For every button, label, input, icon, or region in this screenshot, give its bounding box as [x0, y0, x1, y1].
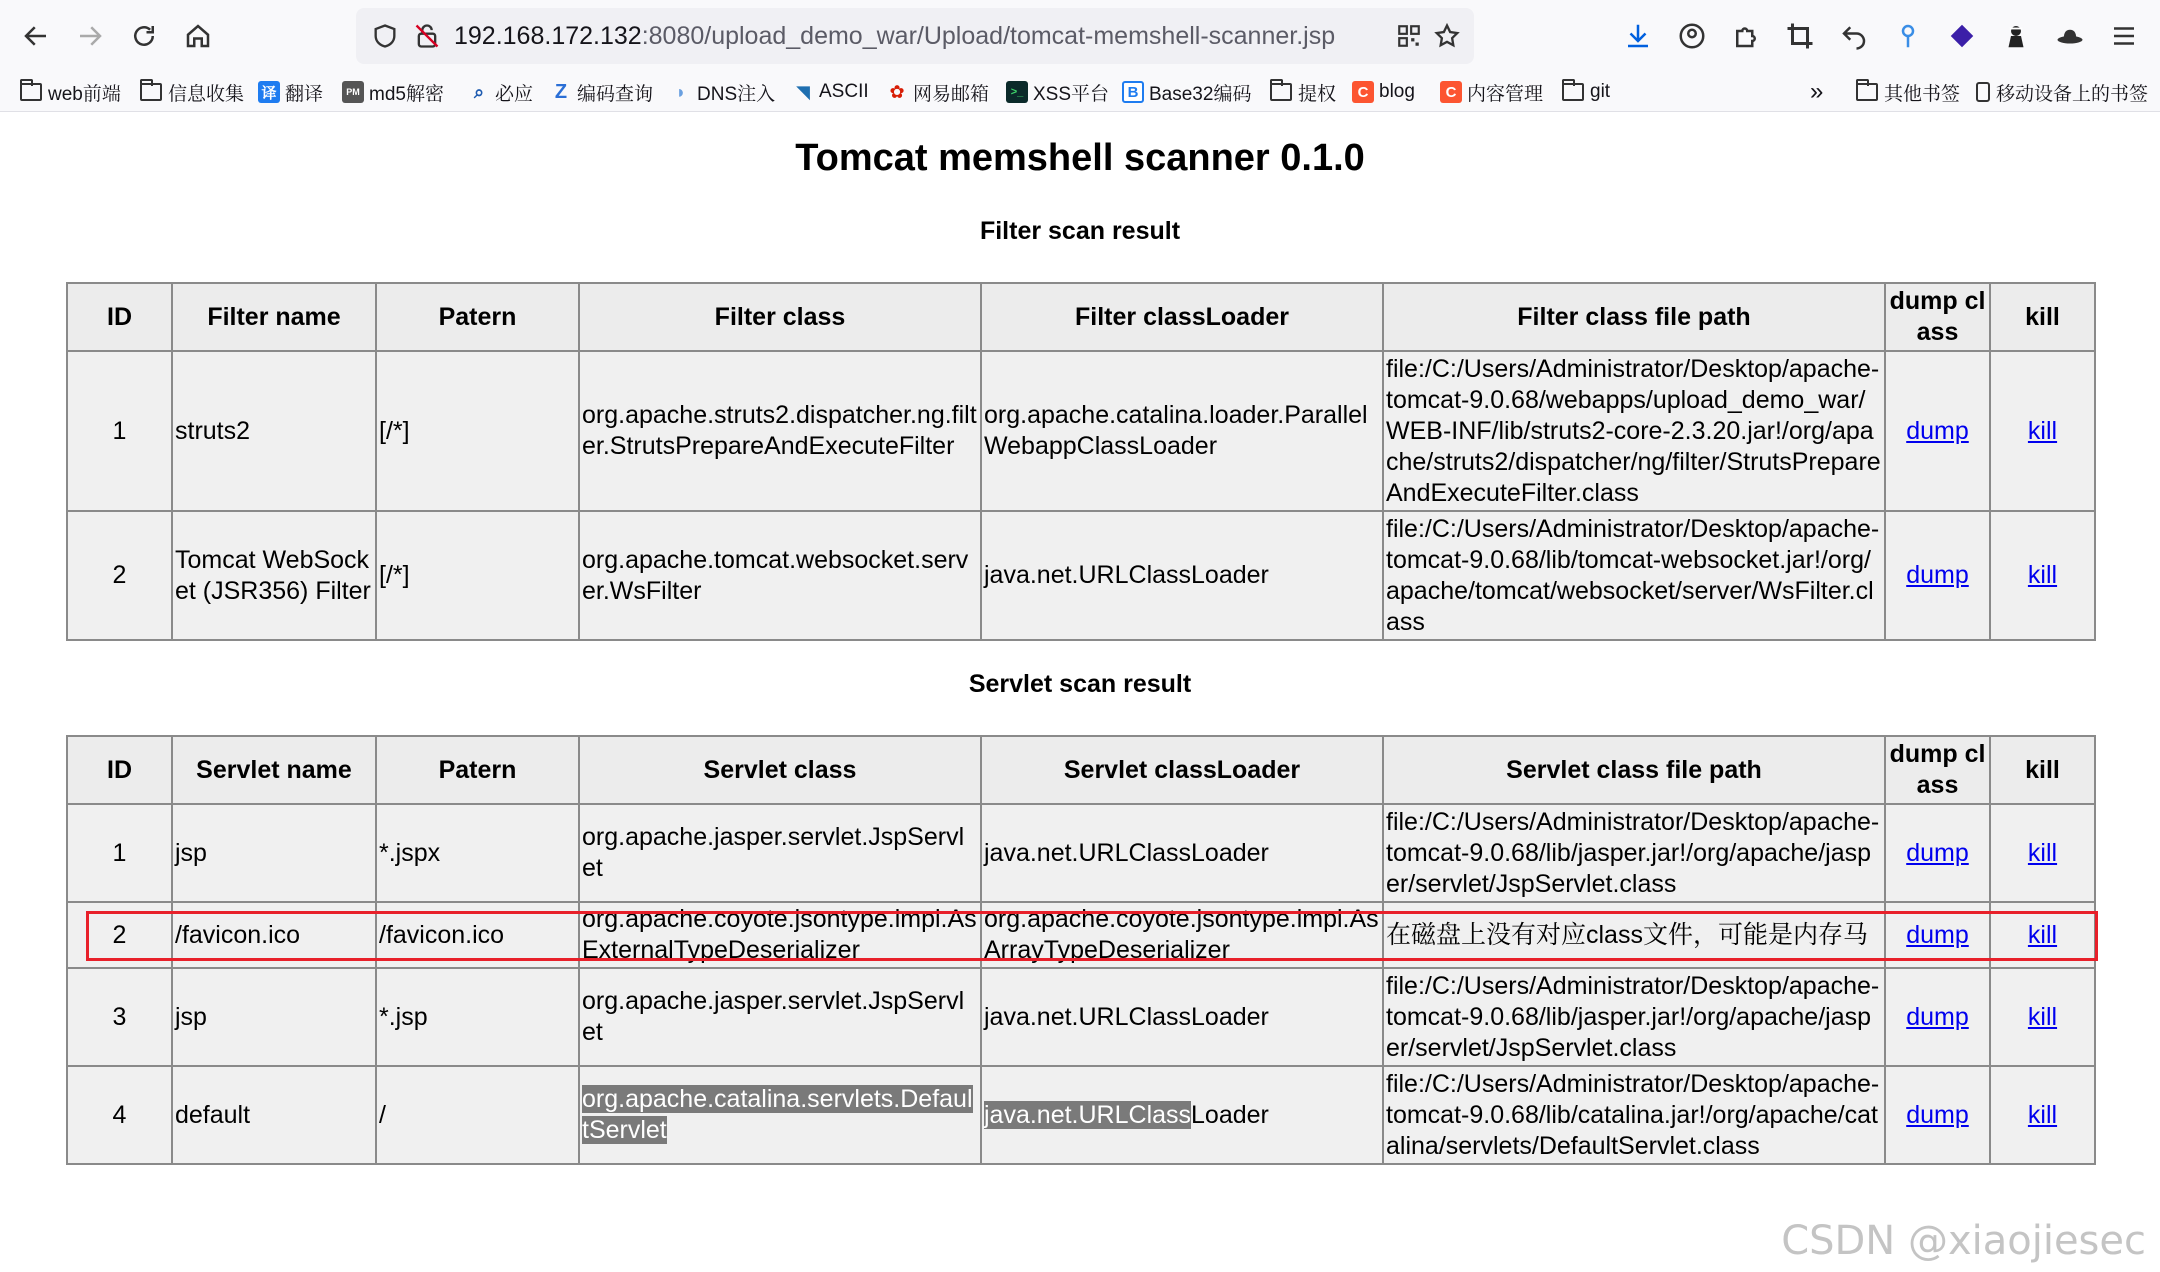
qr-code-icon[interactable]	[1394, 21, 1424, 51]
dump-link[interactable]: dump	[1906, 1002, 1969, 1031]
row-class: org.apache.jasper.servlet.JspServlet	[579, 804, 981, 902]
c-icon: C	[1352, 81, 1374, 103]
row-file-path: file:/C:/Users/Administrator/Desktop/apache-tomcat-9.0.68/lib/jasper.jar!/org/apache/jasper/servlet/JspServlet.class	[1383, 804, 1885, 902]
kill-link[interactable]: kill	[2027, 1002, 2058, 1031]
c-icon: C	[1440, 81, 1462, 103]
hat-extension-icon	[2055, 21, 2085, 51]
row-classloader: org.apache.coyote.jsontype.impl.AsArrayTypeDeserializer	[981, 902, 1383, 968]
row-name: jsp	[172, 804, 376, 902]
table-row	[67, 351, 2095, 511]
bookmark-label: 编码查询	[577, 83, 654, 105]
bookmark-blog[interactable]	[1352, 74, 1415, 110]
dns-icon: ◗	[675, 81, 687, 102]
dump-link[interactable]: dump	[1906, 1100, 1969, 1129]
dump-cell	[1885, 968, 1990, 1066]
kill-cell	[1990, 351, 2095, 511]
extensions-button[interactable]	[1726, 14, 1766, 58]
location-pin-icon	[1893, 21, 1923, 51]
row-id: 1	[67, 804, 172, 902]
dump-link[interactable]: dump	[1906, 838, 1969, 867]
column-header-file-path: Servlet class file path	[1383, 736, 1885, 804]
page-title: Tomcat memshell scanner 0.1.0	[795, 137, 1365, 179]
bookmark-info-collection[interactable]	[140, 74, 244, 110]
account-button[interactable]	[1672, 14, 1712, 58]
bookmarks-bar	[0, 72, 2160, 112]
column-header-file-path: Filter class file path	[1383, 283, 1885, 351]
row-pattern: /favicon.ico	[376, 902, 579, 968]
column-header-kill: kill	[1990, 736, 2095, 804]
servlet-section-title: Servlet scan result	[968, 670, 1192, 698]
kill-cell	[1990, 804, 2095, 902]
folder-icon	[20, 83, 42, 101]
row-id: 4	[67, 1066, 172, 1164]
row-file-path: 在磁盘上没有对应class文件，可能是内存马	[1383, 902, 1885, 968]
bookmark-xss-platform[interactable]	[1006, 74, 1109, 110]
row-class: org.apache.struts2.dispatcher.ng.filter.StrutsPrepareAndExecuteFilter	[579, 351, 981, 511]
row-classloader	[981, 1066, 1383, 1164]
location-button[interactable]	[1888, 14, 1928, 58]
bookmark-privilege-escalation[interactable]	[1270, 74, 1336, 110]
browser-toolbar	[0, 0, 2160, 72]
column-header-dump-class: dump class	[1885, 736, 1990, 804]
folder-icon	[1856, 83, 1878, 101]
row-pattern: *.jspx	[376, 804, 579, 902]
watermark: CSDN @xiaojiesec	[1781, 1218, 2146, 1264]
extension-purple-button[interactable]	[1942, 14, 1982, 58]
bookmark-label: DNS注入	[697, 83, 776, 105]
filter-section-title: Filter scan result	[979, 217, 1181, 245]
dump-link[interactable]: dump	[1906, 561, 1969, 589]
bookmark-encoding-lookup[interactable]	[550, 74, 653, 110]
column-header-id: ID	[67, 736, 172, 804]
downloads-button[interactable]	[1618, 14, 1658, 58]
row-file-path: file:/C:/Users/Administrator/Desktop/apache-tomcat-9.0.68/lib/tomcat-websocket.jar!/org/apache/tomcat/websocket/server/WsFilter.class	[1383, 511, 1885, 640]
reload-icon	[129, 21, 159, 51]
row-name: /favicon.ico	[172, 902, 376, 968]
bookmark-label: XSS平台	[1033, 83, 1110, 105]
bookmark-label: 提权	[1298, 83, 1337, 105]
folder-icon	[140, 83, 162, 101]
bookmark-label: 内容管理	[1467, 83, 1544, 105]
table-row	[67, 1066, 2095, 1164]
bing-search-icon: ⌕	[473, 81, 485, 102]
menu-button[interactable]	[2104, 14, 2144, 58]
table-row	[67, 511, 2095, 640]
puzzle-icon	[1731, 21, 1761, 51]
undo-button[interactable]	[1834, 14, 1874, 58]
column-header-classloader: Servlet classLoader	[981, 736, 1383, 804]
bookmark-web-frontend[interactable]	[20, 74, 121, 110]
bookmark-label: 其他书签	[1884, 83, 1961, 105]
filter-scan-table	[66, 282, 2096, 641]
bookmark-base32[interactable]	[1122, 74, 1251, 110]
bookmark-md5[interactable]	[342, 74, 444, 110]
bookmark-translate[interactable]	[258, 74, 323, 110]
bookmark-dns-injection[interactable]	[670, 74, 775, 110]
table-header-row	[67, 283, 2095, 351]
download-icon	[1623, 21, 1653, 51]
bookmark-label: ASCII	[819, 81, 869, 102]
selected-text: java.net.URLClass	[984, 1100, 1192, 1129]
row-class	[579, 1066, 981, 1164]
b-icon: B	[1122, 81, 1144, 103]
address-bar[interactable]	[356, 8, 1474, 64]
dump-link[interactable]: dump	[1906, 920, 1969, 949]
url-host: 192.168.172.132	[454, 22, 642, 50]
column-header-kill: kill	[1990, 283, 2095, 351]
chevron-double-right-icon: »	[1810, 78, 1824, 105]
terminal-icon: >_	[1006, 81, 1028, 103]
kill-link[interactable]: kill	[2027, 561, 2058, 589]
row-pattern: *.jsp	[376, 968, 579, 1066]
shield-icon[interactable]	[370, 21, 400, 51]
row-id: 2	[67, 902, 172, 968]
row-file-path: file:/C:/Users/Administrator/Desktop/apache-tomcat-9.0.68/lib/jasper.jar!/org/apache/jasper/servlet/JspServlet.class	[1383, 968, 1885, 1066]
row-name: Tomcat WebSocket (JSR356) Filter	[172, 511, 376, 640]
column-header-name: Filter name	[172, 283, 376, 351]
row-pattern: [/*]	[376, 511, 579, 640]
mobile-icon	[1976, 82, 1990, 102]
hamburger-menu-icon	[2109, 21, 2139, 51]
arrow-left-icon	[21, 21, 51, 51]
bookmark-bing[interactable]	[468, 74, 533, 110]
unselected-text: Loader	[1191, 1100, 1269, 1129]
column-header-name: Servlet name	[172, 736, 376, 804]
row-name: struts2	[172, 351, 376, 511]
kill-cell	[1990, 968, 2095, 1066]
hacker-extension-icon	[2001, 21, 2031, 51]
crop-button[interactable]	[1780, 14, 1820, 58]
column-header-dump-class: dump class	[1885, 283, 1990, 351]
column-header-id: ID	[67, 283, 172, 351]
dump-cell	[1885, 511, 1990, 640]
bookmark-label: 翻译	[285, 83, 324, 105]
row-classloader: java.net.URLClassLoader	[981, 511, 1383, 640]
kill-cell	[1990, 1066, 2095, 1164]
arrow-right-icon	[75, 21, 105, 51]
bookmark-label: 网易邮箱	[913, 83, 990, 105]
bookmark-git[interactable]	[1562, 74, 1610, 110]
url-path: :8080/upload_demo_war/Upload/tomcat-memshell-scanner.jsp	[641, 22, 1336, 50]
bookmark-mobile-bookmarks[interactable]	[1976, 74, 2148, 110]
bookmark-label: 移动设备上的书签	[1996, 83, 2149, 105]
kill-link[interactable]: kill	[2027, 416, 2058, 445]
folder-icon	[1270, 83, 1292, 101]
bookmark-163-mail[interactable]	[886, 74, 989, 110]
row-pattern: [/*]	[376, 351, 579, 511]
row-file-path: file:/C:/Users/Administrator/Desktop/apache-tomcat-9.0.68/lib/catalina.jar!/org/apache/catalina/servlets/DefaultServlet.class	[1383, 1066, 1885, 1164]
extension-hacker-button[interactable]	[1996, 14, 2036, 58]
row-class: org.apache.tomcat.websocket.server.WsFilter	[579, 511, 981, 640]
mail-icon: ✿	[889, 81, 905, 102]
kill-link[interactable]: kill	[2027, 920, 2058, 949]
bookmark-label: 信息收集	[168, 83, 245, 105]
bookmark-label: blog	[1379, 81, 1415, 102]
row-name: jsp	[172, 968, 376, 1066]
kill-link[interactable]: kill	[2027, 838, 2058, 867]
bookmark-label: git	[1590, 81, 1611, 102]
dump-cell	[1885, 1066, 1990, 1164]
bookmark-content-management[interactable]	[1440, 74, 1543, 110]
dump-cell	[1885, 351, 1990, 511]
translate-icon: 译	[258, 81, 280, 103]
row-class: org.apache.jasper.servlet.JspServlet	[579, 968, 981, 1066]
page-content	[0, 113, 2160, 1272]
home-icon	[183, 21, 213, 51]
row-id: 1	[67, 351, 172, 511]
back-button[interactable]	[12, 12, 60, 60]
bookmark-ascii[interactable]	[792, 74, 869, 110]
row-name: default	[172, 1066, 376, 1164]
row-classloader: java.net.URLClassLoader	[981, 968, 1383, 1066]
row-classloader: org.apache.catalina.loader.ParallelWebappClassLoader	[981, 351, 1383, 511]
row-pattern: /	[376, 1066, 579, 1164]
bookmarks-overflow-button[interactable]	[1810, 74, 1823, 110]
url-text[interactable]	[454, 8, 1335, 64]
dump-link[interactable]: dump	[1906, 416, 1969, 445]
row-file-path: file:/C:/Users/Administrator/Desktop/apache-tomcat-9.0.68/webapps/upload_demo_war/WEB-INF/lib/struts2-core-2.3.20.jar!/org/apache/struts2/dispatcher/ng/filter/StrutsPrepareAndExecuteFilter.class	[1383, 351, 1885, 511]
column-header-pattern: Patern	[376, 283, 579, 351]
forward-button[interactable]	[66, 12, 114, 60]
star-bookmark-icon[interactable]	[1432, 21, 1462, 51]
table-row	[67, 804, 2095, 902]
selected-text: org.apache.catalina.servlets.DefaultServlet	[582, 1085, 973, 1144]
reload-button[interactable]	[120, 12, 168, 60]
kill-cell	[1990, 511, 2095, 640]
row-id: 3	[67, 968, 172, 1066]
crop-icon	[1785, 21, 1815, 51]
kill-link[interactable]: kill	[2027, 1100, 2058, 1129]
highlight-annotation-box	[86, 911, 2098, 961]
column-header-classloader: Filter classLoader	[981, 283, 1383, 351]
bookmark-label: web前端	[48, 83, 121, 105]
extension-hat-button[interactable]	[2050, 14, 2090, 58]
table-row	[67, 968, 2095, 1066]
table-header-row	[67, 736, 2095, 804]
account-icon	[1677, 21, 1707, 51]
md5-icon: PM	[342, 81, 364, 103]
bookmark-label: 必应	[495, 83, 534, 105]
column-header-class: Filter class	[579, 283, 981, 351]
bookmark-label: md5解密	[369, 83, 444, 105]
ascii-icon: ◥	[796, 81, 810, 102]
row-class: org.apache.coyote.jsontype.impl.AsExternalTypeDeserializer	[579, 902, 981, 968]
home-button[interactable]	[174, 12, 222, 60]
diamond-extension-icon	[1947, 21, 1977, 51]
z-icon: Z	[554, 80, 568, 103]
column-header-class: Servlet class	[579, 736, 981, 804]
bookmark-label: Base32编码	[1149, 83, 1252, 105]
insecure-lock-icon[interactable]	[412, 21, 442, 51]
undo-icon	[1839, 21, 1869, 51]
folder-icon	[1562, 83, 1584, 101]
column-header-pattern: Patern	[376, 736, 579, 804]
row-classloader: java.net.URLClassLoader	[981, 804, 1383, 902]
bookmark-other-bookmarks[interactable]	[1856, 74, 1960, 110]
row-id: 2	[67, 511, 172, 640]
dump-cell	[1885, 804, 1990, 902]
